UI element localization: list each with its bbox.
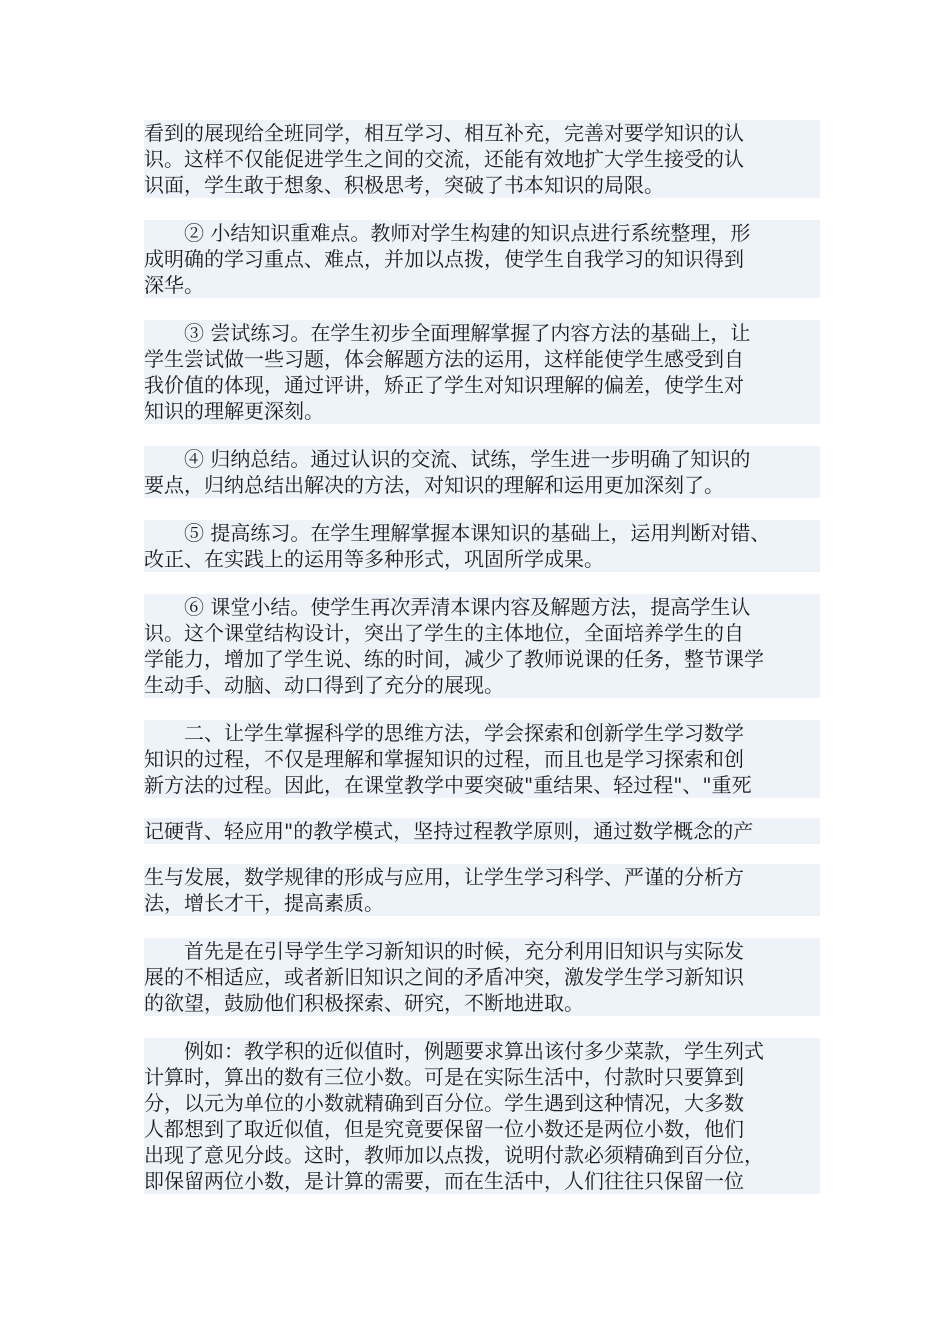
text-line: 即保留两位小数，是计算的需要，而在生活中，人们往往只保留一位 bbox=[144, 1168, 820, 1194]
paragraph-8 bbox=[144, 938, 820, 1016]
paragraph-1 bbox=[144, 120, 820, 198]
text-line: 二、让学生掌握科学的思维方法，学会探索和创新学生学习数学 bbox=[144, 720, 820, 746]
paragraph-4 bbox=[144, 446, 820, 498]
text-line: 成明确的学习重点、难点，并加以点拨，使学生自我学习的知识得到 bbox=[144, 246, 820, 272]
text-line: 分，以元为单位的小数就精确到百分位。学生遇到这种情况，大多数 bbox=[144, 1090, 820, 1116]
text-line: 看到的展现给全班同学，相互学习、相互补充，完善对要学知识的认 bbox=[144, 120, 820, 146]
text-line: 知识的过程，不仅是理解和掌握知识的过程，而且也是学习探索和创 bbox=[144, 746, 820, 772]
text-line: 生动手、动脑、动口得到了充分的展现。 bbox=[144, 672, 820, 698]
paragraph-3 bbox=[144, 320, 820, 424]
text-line: ② 小结知识重难点。教师对学生构建的知识点进行系统整理，形 bbox=[144, 220, 820, 246]
paragraph-9 bbox=[144, 1038, 820, 1194]
paragraph-6 bbox=[144, 594, 820, 698]
paragraph-2 bbox=[144, 220, 820, 298]
text-line: 新方法的过程。因此，在课堂教学中要突破"重结果、轻过程"、"重死 bbox=[144, 772, 820, 798]
text-line: ⑤ 提高练习。在学生理解掌握本课知识的基础上，运用判断对错、 bbox=[144, 520, 820, 546]
text-line: 人都想到了取近似值，但是究竟要保留一位小数还是两位小数，他们 bbox=[144, 1116, 820, 1142]
text-line: 的欲望，鼓励他们积极探索、研究，不断地进取。 bbox=[144, 990, 820, 1016]
text-line: 识。这个课堂结构设计，突出了学生的主体地位，全面培养学生的自 bbox=[144, 620, 820, 646]
text-line: 生与发展，数学规律的形成与应用，让学生学习科学、严谨的分析方 bbox=[144, 864, 820, 890]
text-line: 识面，学生敢于想象、积极思考，突破了书本知识的局限。 bbox=[144, 172, 820, 198]
text-line: 识。这样不仅能促进学生之间的交流，还能有效地扩大学生接受的认 bbox=[144, 146, 820, 172]
text-line: 展的不相适应，或者新旧知识之间的矛盾冲突，激发学生学习新知识 bbox=[144, 964, 820, 990]
text-line: 记硬背、轻应用"的教学模式，坚持过程教学原则，通过数学概念的产 bbox=[144, 818, 820, 844]
document-body bbox=[144, 120, 820, 1216]
text-line: 出现了意见分歧。这时，教师加以点拨，说明付款必须精确到百分位， bbox=[144, 1142, 820, 1168]
paragraph-7 bbox=[144, 720, 820, 916]
text-line: 学生尝试做一些习题，体会解题方法的运用，这样能使学生感受到自 bbox=[144, 346, 820, 372]
text-line: 例如：教学积的近似值时，例题要求算出该付多少菜款，学生列式 bbox=[144, 1038, 820, 1064]
text-line: ④ 归纳总结。通过认识的交流、试练，学生进一步明确了知识的 bbox=[144, 446, 820, 472]
text-line: 学能力，增加了学生说、练的时间，减少了教师说课的任务，整节课学 bbox=[144, 646, 820, 672]
text-line: 计算时，算出的数有三位小数。可是在实际生活中，付款时只要算到 bbox=[144, 1064, 820, 1090]
paragraph-5 bbox=[144, 520, 820, 572]
text-line: 改正、在实践上的运用等多种形式，巩固所学成果。 bbox=[144, 546, 820, 572]
text-line: 深华。 bbox=[144, 272, 820, 298]
text-line: 首先是在引导学生学习新知识的时候，充分利用旧知识与实际发 bbox=[144, 938, 820, 964]
text-line: 我价值的体现，通过评讲，矫正了学生对知识理解的偏差，使学生对 bbox=[144, 372, 820, 398]
text-line: ⑥ 课堂小结。使学生再次弄清本课内容及解题方法，提高学生认 bbox=[144, 594, 820, 620]
text-line: 法，增长才干，提高素质。 bbox=[144, 890, 820, 916]
text-line: ③ 尝试练习。在学生初步全面理解掌握了内容方法的基础上，让 bbox=[144, 320, 820, 346]
text-line: 要点，归纳总结出解决的方法，对知识的理解和运用更加深刻了。 bbox=[144, 472, 820, 498]
text-line: 知识的理解更深刻。 bbox=[144, 398, 820, 424]
